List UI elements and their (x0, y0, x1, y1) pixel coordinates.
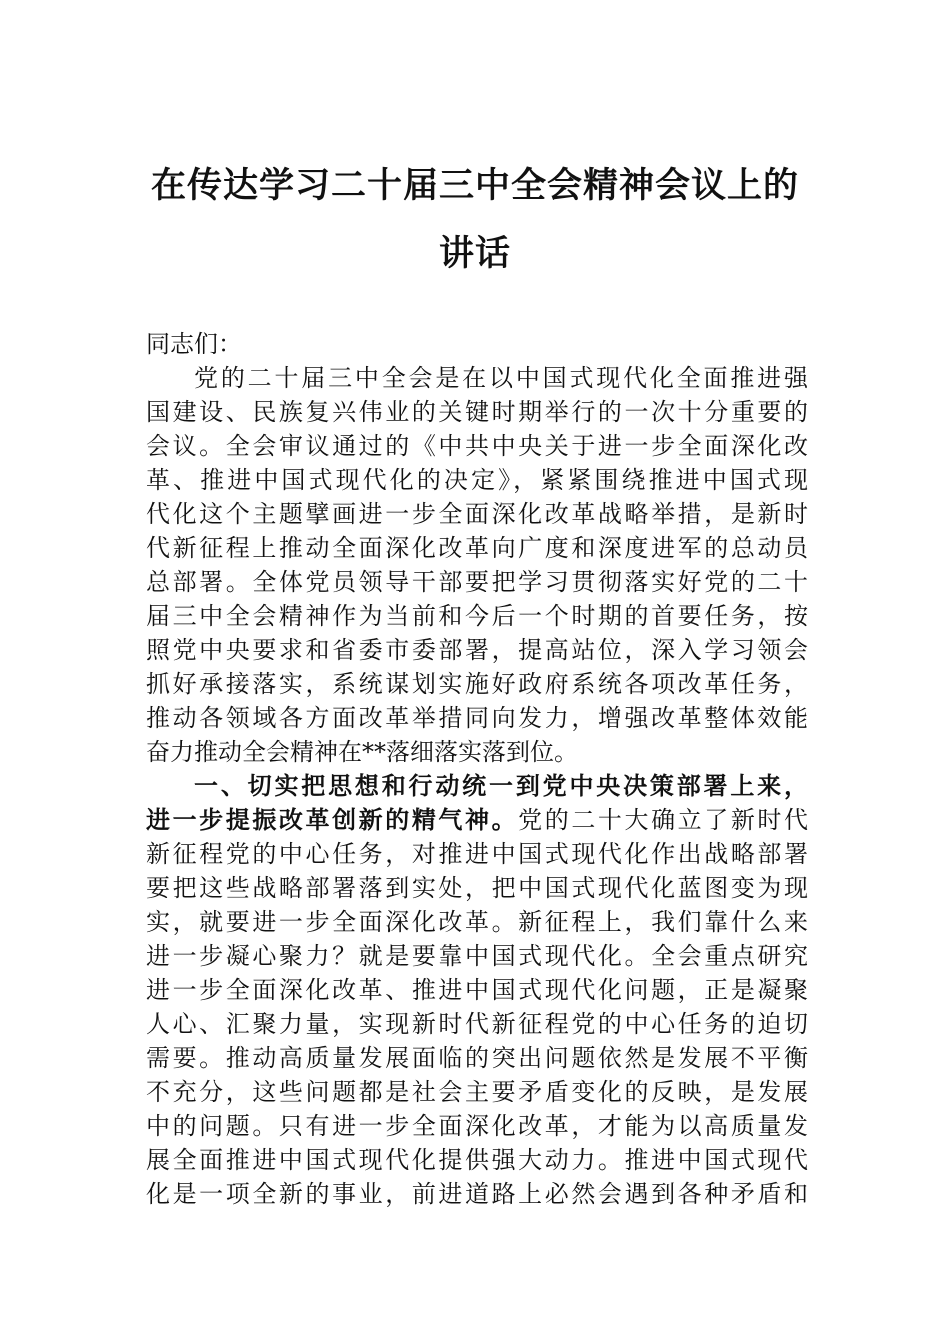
section-line: 新征程党的中心任务，对推进中国式现代化作出战略部署 (146, 840, 808, 868)
document-title-line-1: 在传达学习二十届三中全会精神会议上的 (150, 165, 799, 206)
paragraph-line: 照党中央要求和省委市委部署，提高站位，深入学习领会 (146, 636, 808, 664)
paragraph-line: 奋力推动全会精神在**落细落实落到位。 (146, 738, 578, 766)
section-heading-text: 进一步提振改革创新的精气神。 (146, 805, 519, 834)
section-line: 实，就要进一步全面深化改革。新征程上，我们靠什么来 (146, 908, 808, 936)
paragraph-line: 革、推进中国式现代化的决定》，紧紧围绕推进中国式现 (146, 466, 808, 494)
paragraph-line: 推动各领域各方面改革举措同向发力，增强改革整体效能 (146, 704, 808, 732)
document-title-line-2: 讲话 (438, 233, 511, 274)
paragraph-line: 国建设、民族复兴伟业的关键时期举行的一次十分重要的 (146, 398, 808, 426)
section-line: 需要。推动高质量发展面临的突出问题依然是发展不平衡 (146, 1044, 808, 1072)
paragraph-line: 抓好承接落实，系统谋划实施好政府系统各项改革任务， (146, 670, 808, 698)
section-heading-line-2 (146, 803, 808, 837)
paragraph-line: 届三中全会精神作为当前和今后一个时期的首要任务，按 (146, 602, 808, 630)
section-line: 化是一项全新的事业，前进道路上必然会遇到各种矛盾和 (146, 1180, 808, 1208)
section-line: 不充分，这些问题都是社会主要矛盾变化的反映，是发展 (146, 1078, 808, 1106)
paragraph-1 (146, 361, 808, 769)
salutation: 同志们： (146, 330, 242, 358)
document-body (146, 327, 808, 1211)
section-line: 要把这些战略部署落到实处，把中国式现代化蓝图变为现 (146, 874, 808, 902)
section-body-text: 党的二十大确立了新时代 (518, 806, 808, 834)
paragraph-line: 党的二十届三中全会是在以中国式现代化全面推进强 (194, 364, 808, 392)
section-line: 进一步全面深化改革、推进中国式现代化问题，正是凝聚 (146, 976, 808, 1004)
section-line: 中的问题。只有进一步全面深化改革，才能为以高质量发 (146, 1112, 808, 1140)
section-line: 人心、汇聚力量，实现新时代新征程党的中心任务的迫切 (146, 1010, 808, 1038)
section-heading-line-1: 一、切实把思想和行动统一到党中央决策部署上来， (194, 771, 808, 800)
paragraph-line: 总部署。全体党员领导干部要把学习贯彻落实好党的二十 (146, 568, 808, 596)
section-1 (146, 769, 808, 1211)
paragraph-line: 代化这个主题擘画进一步全面深化改革战略举措，是新时 (146, 500, 808, 528)
paragraph-line: 会议。全会审议通过的《中共中央关于进一步全面深化改 (146, 432, 808, 460)
section-line: 进一步凝心聚力？就是要靠中国式现代化。全会重点研究 (146, 942, 808, 970)
paragraph-line: 代新征程上推动全面深化改革向广度和深度进军的总动员 (146, 534, 808, 562)
section-line: 展全面推进中国式现代化提供强大动力。推进中国式现代 (146, 1146, 808, 1174)
